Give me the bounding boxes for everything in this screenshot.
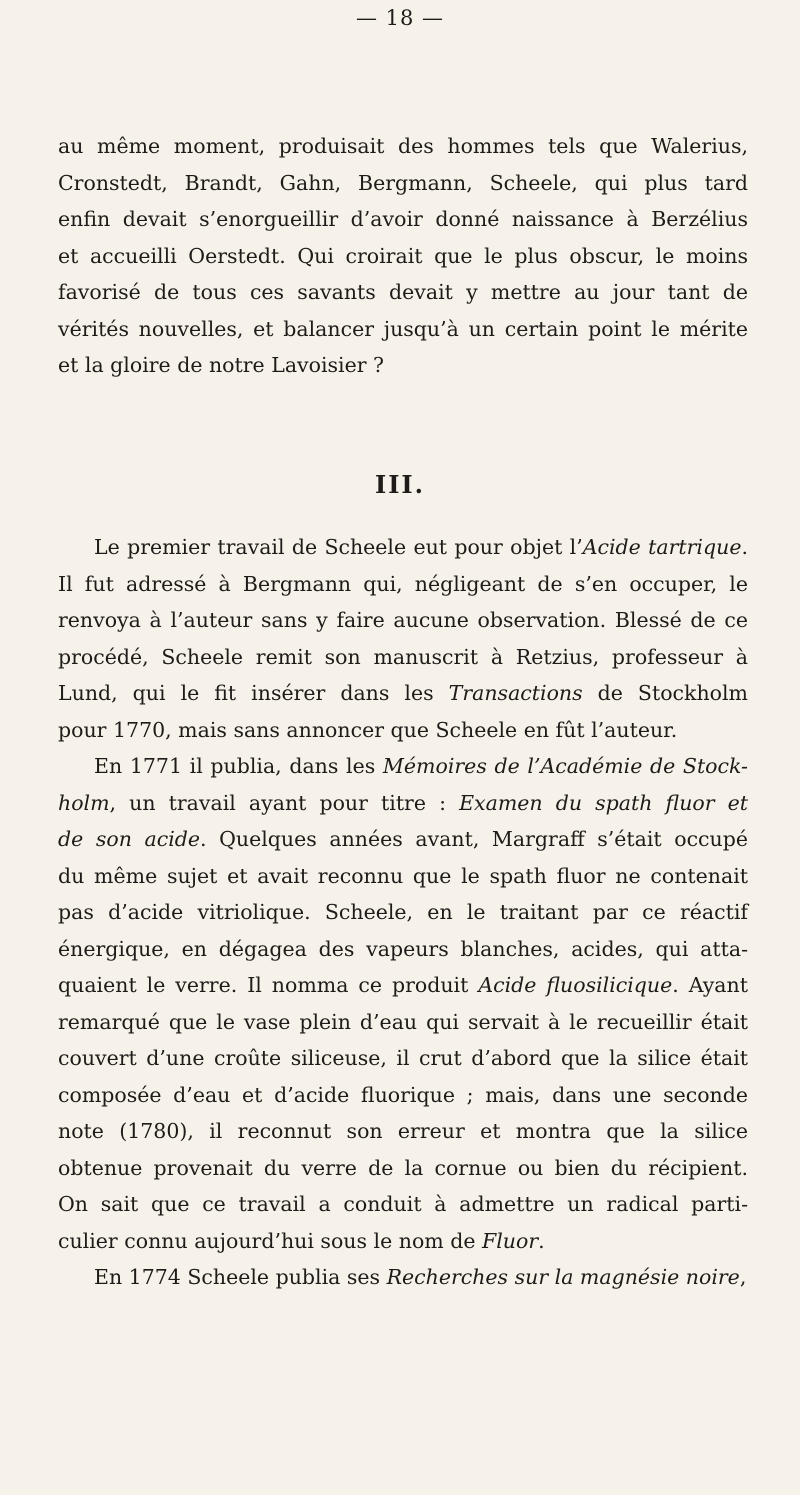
text-line: vérités nouvelles, et balancer jusqu’à un certain point le mérite [58,316,748,341]
text-line: remarqué que le vase plein d’eau qui servait à le recueillir était [58,1009,748,1034]
paragraph-2 [58,529,748,748]
text-line: renvoya à l’auteur sans y faire aucune observation. Blessé de ce [58,608,748,632]
text-line [58,1259,748,1296]
text-line: enfin devait s’enorgueillir d’avoir donné naissance à Berzélius [58,207,748,231]
paragraph-3 [58,748,748,1259]
section-heading: III. [374,470,426,499]
text-run: . Quelques années avant, Margraff s’était occupé [200,827,748,851]
text-line: note (1780), il reconnut son erreur et montra que la silice [58,1119,748,1143]
text-line: procédé, Scheele remit son manuscrit à Retzius, professeur à [58,644,748,669]
text-line [58,675,748,712]
italic-term: Acide tartrique [582,535,742,559]
paragraph-1 [58,128,748,384]
italic-term: Mémoires de l’Académie de Stock- [382,754,748,778]
text-line: couvert d’une croûte siliceuse, il crut d’abord que la silice était [58,1046,748,1070]
text-run: , [739,1265,747,1289]
text-run: , un travail ayant pour titre : [109,790,460,815]
text-run: de Stockholm [582,681,748,705]
text-run: . Ayant [672,973,748,997]
text-line [58,748,748,785]
text-line: favorisé de tous ces savants devait y mettre au jour tant de [58,280,748,304]
text-line: du même sujet et avait reconnu que le spath fluor ne contenait [58,863,748,888]
text-line: obtenue provenait du verre de la cornue ou bien du récipient. [58,1155,748,1180]
italic-term: holm [58,790,110,815]
italic-term: Recherches sur la magnésie noire [386,1265,740,1289]
italic-term: Acide fluosilicique [478,973,673,997]
page-number: — 18 — [355,6,445,30]
text-line: On sait que ce travail a conduit à admettre un radical parti- [58,1192,748,1216]
text-run: culier connu aujourd’hui sous le nom de [58,1228,483,1253]
text-line: et la gloire de notre Lavoisier ? [58,353,385,377]
text-line: composée d’eau et d’acide fluorique ; mais, dans une seconde [58,1082,748,1107]
text-line [58,785,748,822]
text-line: pour 1770, mais sans annoncer que Scheele en fût l’auteur. [58,717,678,742]
text-line [58,1223,748,1260]
text-run: quaient le verre. Il nomma ce produit [58,973,479,997]
text-line: Cronstedt, Brandt, Gahn, Bergmann, Scheele, qui plus tard [58,170,748,195]
text-line: au même moment, produisait des hommes tels que Walerius, [58,134,748,158]
italic-term: de son acide [58,827,200,851]
text-line [58,967,748,1004]
text-run: En 1771 il publia, dans les [94,754,383,778]
italic-term: Examen du spath fluor et [459,790,748,815]
text-run: . [741,535,748,559]
italic-term: Fluor [482,1228,539,1253]
text-run: Lund, qui le fit insérer dans les [58,681,434,705]
text-line [58,821,748,858]
italic-term: Transactions [448,681,583,705]
text-run: . [538,1228,545,1253]
text-line: et accueilli Oerstedt. Qui croirait que le plus obscur, le moins [58,243,748,268]
text-line: énergique, en dégagea des vapeurs blanches, acides, qui atta- [58,936,748,961]
text-line: pas d’acide vitriolique. Scheele, en le traitant par ce réactif [58,900,748,924]
paragraph-4 [58,1259,748,1296]
text-line: Il fut adressé à Bergmann qui, négligeant de s’en occuper, le [58,571,748,596]
text-run: En 1774 Scheele publia ses [94,1265,387,1289]
text-line [58,529,748,566]
text-run: Le premier travail de Scheele eut pour objet l’ [94,535,583,559]
